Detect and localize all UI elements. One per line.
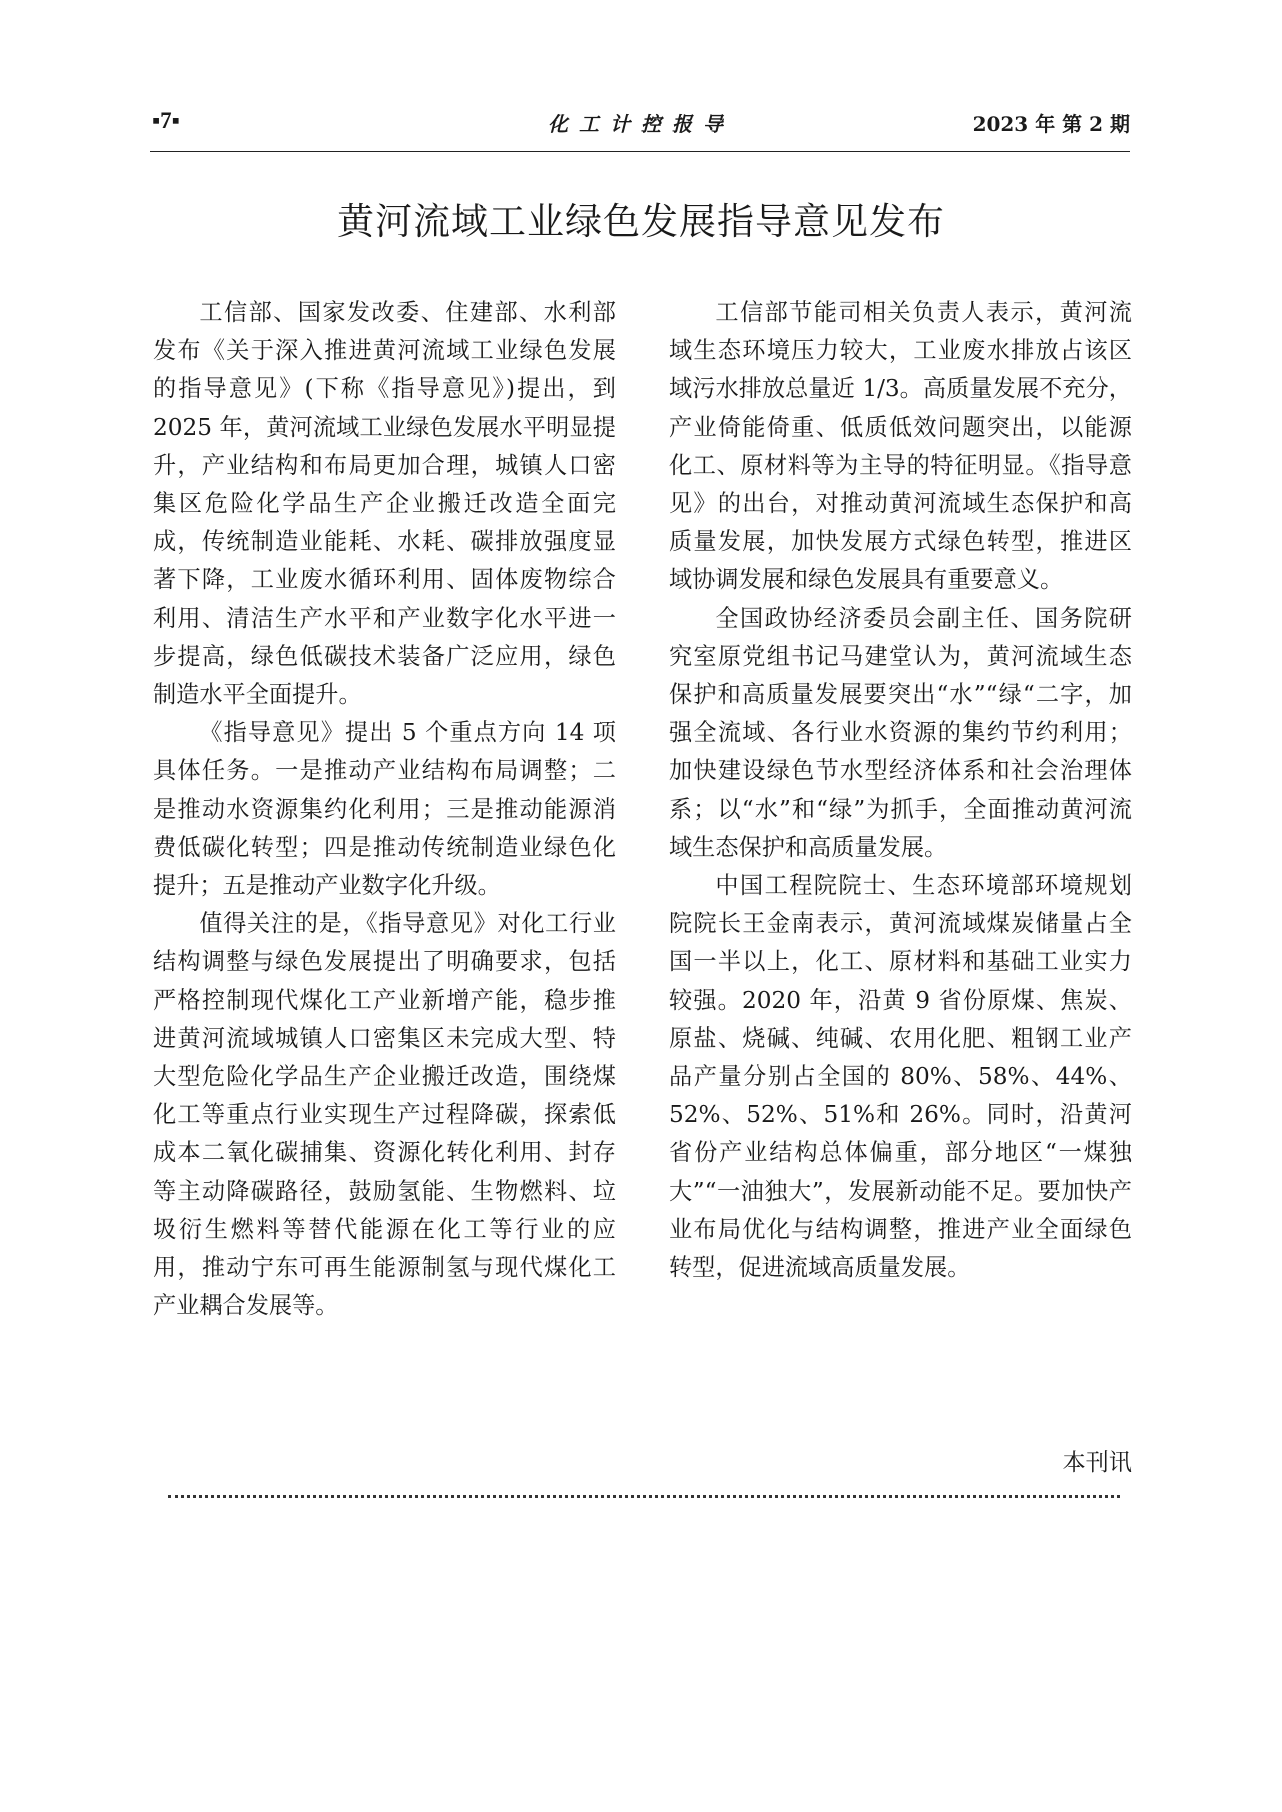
paragraph: 《指导意见》提出 5 个重点方向 14 项具体任务。一是推动产业结构布局调整；二是推动水资源集约化利用；三是推动能源消费低碳化转型；四是推动传统制造业绿色化提升；五是推动产业数字化升级。 <box>153 719 616 900</box>
paragraph: 值得关注的是，《指导意见》对化工行业结构调整与绿色发展提出了明确要求，包括严格控制现代煤化工产业新增产能，稳步推进黄河流域城镇人口密集区未完成大型、特大型危险化学品生产企业搬迁改造，围绕煤化工等重点行业实现生产过程降碳，探索低成本二氧化碳捕集、资源化转化利用、封存等主动降碳路径，鼓励氢能、生物燃料、垃圾衍生燃料等替代能源在化工等行业的应用，推动宁东可再生能源制氢与现代煤化工产业耦合发展等。 <box>153 910 616 1320</box>
journal-name: 化工计控报导 <box>548 112 734 136</box>
paragraph: 中国工程院院士、生态环境部环境规划院院长王金南表示，黄河流域煤炭储量占全国一半以上，化工、原材料和基础工业实力较强。2020 年，沿黄 9 省份原煤、焦炭、原盐、烧碱、纯碱、农用化肥、粗钢工业产品产量分别占全国的 80%、58%、44%、52%、52%、51%和 26%。同时，沿黄河省份产业结构总体偏重，部分地区“一煤独大”“一油独大”，发展新动能不足。要加快产业布局优化与结构调整，推进产业全面绿色转型，促进流域高质量发展。 <box>669 872 1132 1282</box>
paragraph: 工信部节能司相关负责人表示，黄河流域生态环境压力较大，工业废水排放占该区域污水排放总量近 1/3。高质量发展不充分，产业倚能倚重、低质低效问题突出，以能源化工、原材料等为主导的特征明显。《指导意见》的出台，对推动黄河流域生态保护和高质量发展，加快发展方式绿色转型，推进区域协调发展和绿色发展具有重要意义。 <box>669 299 1132 594</box>
article-title: 黄河流域工业绿色发展指导意见发布 <box>337 200 945 243</box>
byline: 本刊讯 <box>1062 1449 1132 1476</box>
paragraph: 工信部、国家发改委、住建部、水利部发布《关于深入推进黄河流域工业绿色发展的指导意见》(下称《指导意见》)提出，到 2025 年，黄河流域工业绿色发展水平明显提升，产业结构和布局更加合理，城镇人口密集区危险化学品生产企业搬迁改造全面完成，传统制造业能耗、水耗、碳排放强度显著下降，工业废水循环利用、固体废物综合利用、清洁生产水平和产业数字化水平进一步提高，绿色低碳技术装备广泛应用，绿色制造水平全面提升。 <box>153 299 616 709</box>
dotted-divider <box>168 1495 1120 1498</box>
right-column <box>669 294 1132 1287</box>
paragraph: 全国政协经济委员会副主任、国务院研究室原党组书记马建堂认为，黄河流域生态保护和高质量发展要突出“水”“绿“二字，加强全流域、各行业水资源的集约节约利用；加快建设绿色节水型经济体系和社会治理体系；以“水”和“绿”为抓手，全面推动黄河流域生态保护和高质量发展。 <box>669 604 1132 861</box>
running-header <box>152 104 1130 144</box>
header-divider <box>150 151 1130 152</box>
left-column <box>153 294 616 1325</box>
issue-info: 2023 年 第 2 期 <box>972 112 1130 136</box>
page-number: ▪7▪ <box>152 108 180 133</box>
